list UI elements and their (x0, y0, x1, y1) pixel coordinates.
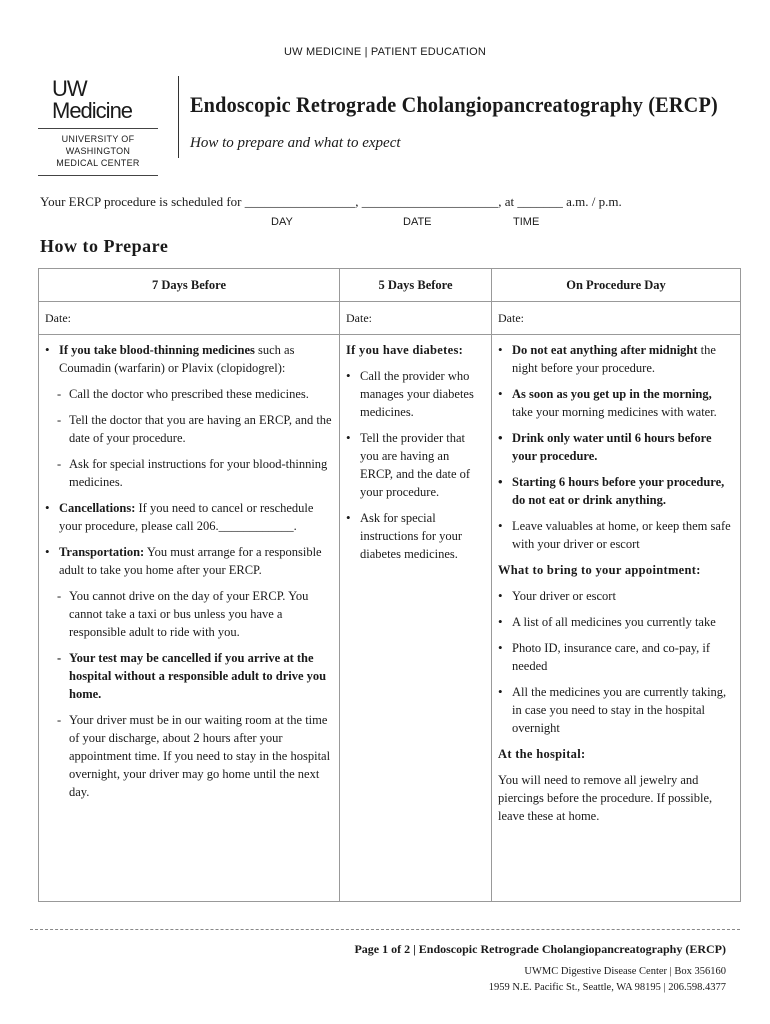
list-item: • Leave valuables at home, or keep them safe with your driver or escort (498, 517, 734, 553)
list-item: • Starting 6 hours before your procedure, do not eat or drink anything. (498, 473, 734, 509)
list-item: - Your test may be cancelled if you arrive at the hospital without a responsible adult to drive you home. (45, 649, 333, 703)
date-cell: Date: (492, 302, 741, 335)
list-item: • Drink only water until 6 hours before your procedure. (498, 429, 734, 465)
logo-sub-1: UNIVERSITY OF WASHINGTON (61, 134, 135, 156)
col-5-days (340, 335, 492, 902)
page-title: Endoscopic Retrograde Cholangiopancreatography (ERCP) (190, 92, 718, 117)
footer-address (0, 964, 726, 996)
list-item: - Your driver must be in our waiting room at the time of your discharge, about 2 hours after your appointment time. If you need to stay in the hospital overnight, your driver may go home until the next day. (45, 711, 333, 801)
footer-line-2: UWMC Digestive Disease Center | Box 356160 (524, 966, 726, 977)
date-cell: Date: (340, 302, 492, 335)
page-subtitle: How to prepare and what to expect (190, 135, 401, 151)
hospital-text: You will need to remove all jewelry and piercings before the procedure. If possible, leave these at home. (498, 773, 713, 823)
logo-rule-bottom (38, 175, 158, 176)
col-procedure-day (492, 335, 741, 902)
list-item: • If you take blood-thinning medicines such as Coumadin (warfarin) or Plavix (clopidogrel): (45, 341, 333, 377)
header-divider (178, 76, 179, 158)
list-item: • Call the provider who manages your diabetes medicines. (346, 367, 485, 421)
schedule-line: Your ERCP procedure is scheduled for _________________, _____________________, at _______ a.m. / p.m. (40, 194, 622, 209)
list-item: • Photo ID, insurance care, and co-pay, if needed (498, 639, 734, 675)
logo-rule (38, 128, 158, 129)
section-title: How to Prepare (40, 236, 169, 256)
hospital-heading: At the hospital: (498, 747, 586, 761)
list-item: - Call the doctor who prescribed these medicines. (45, 385, 333, 403)
footer-page-line: Page 1 of 2 | Endoscopic Retrograde Cholangiopancreatography (ERCP) (354, 942, 726, 956)
date-label: DATE (403, 216, 432, 228)
list-item: • A list of all medicines you currently take (498, 613, 734, 631)
list-item: • Transportation: You must arrange for a responsible adult to take you home after your ERCP. (45, 543, 333, 579)
list-item: - Ask for special instructions for your blood-thinning medicines. (45, 455, 333, 491)
logo-name: UW Medicine (52, 76, 133, 123)
list-item: • Cancellations: If you need to cancel or reschedule your procedure, please call 206.____________. (45, 499, 333, 535)
bring-heading: What to bring to your appointment: (498, 563, 701, 577)
col-7-days (39, 335, 340, 902)
date-cell: Date: (39, 302, 340, 335)
footer-line-3: 1959 N.E. Pacific St., Seattle, WA 98195 | 206.598.4377 (488, 982, 726, 993)
day-label: DAY (271, 216, 293, 228)
top-label: UW MEDICINE | PATIENT EDUCATION (284, 46, 486, 58)
list-item: • As soon as you get up in the morning, take your morning medicines with water. (498, 385, 734, 421)
logo-sub-2: MEDICAL CENTER (56, 158, 140, 168)
prep-table (38, 268, 741, 902)
col-header-7-days: 7 Days Before (39, 269, 340, 302)
list-item: • Tell the provider that you are having an ERCP, and the date of your procedure. (346, 429, 485, 501)
time-label: TIME (513, 216, 540, 228)
diabetes-heading: If you have diabetes: (346, 343, 464, 357)
footer-divider (30, 929, 740, 930)
col-header-procedure-day: On Procedure Day (492, 269, 741, 302)
col-header-5-days: 5 Days Before (340, 269, 492, 302)
list-item: • Your driver or escort (498, 587, 734, 605)
list-item: - You cannot drive on the day of your ERCP. You cannot take a taxi or bus unless you have a responsible adult to ride with you. (45, 587, 333, 641)
list-item: • Do not eat anything after midnight the night before your procedure. (498, 341, 734, 377)
uw-medicine-logo (38, 78, 158, 180)
list-item: • All the medicines you are currently taking, in case you need to stay in the hospital overnight (498, 683, 734, 737)
list-item: • Ask for special instructions for your diabetes medicines. (346, 509, 485, 563)
list-item: - Tell the doctor that you are having an ERCP, and the date of your procedure. (45, 411, 333, 447)
